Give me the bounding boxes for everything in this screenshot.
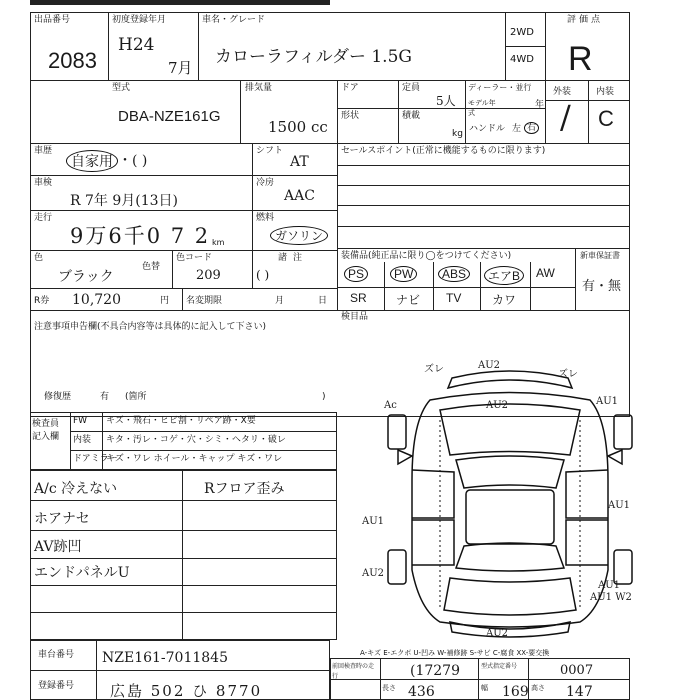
inspection-row-label: FW: [73, 416, 88, 426]
equipment-item: AW: [536, 266, 555, 280]
color-code-label: 色コード: [176, 253, 213, 263]
height-label: 高さ: [531, 684, 545, 692]
equipment-item: エアB: [484, 266, 524, 285]
warranty-label: 新車保証書: [580, 251, 620, 260]
exterior-label: 外装: [553, 87, 572, 97]
recycle-value: 10,720: [72, 292, 121, 308]
color-change-label: 色替: [142, 262, 161, 272]
inspection-row-label: 内装: [73, 435, 92, 445]
repair-label: 修復歴: [44, 392, 72, 402]
damage-mark: AU2: [362, 568, 385, 579]
chassis-label: 車台番号: [38, 650, 75, 660]
type-value: DBA-NZE161G: [118, 108, 221, 125]
lot-label: 出品番号: [34, 15, 71, 25]
damage-mark: AU2: [486, 400, 509, 411]
reg-value: 広島 502 ひ 8770: [110, 682, 263, 700]
type-label: 型式: [112, 83, 131, 93]
length-label: 長さ: [382, 684, 396, 692]
shift-label: シフト: [256, 146, 284, 156]
load-unit: kg: [452, 129, 463, 139]
handwritten-note: ホアナセ: [34, 511, 90, 527]
paren-blank: ( ): [256, 268, 270, 282]
handwritten-note: エンドパネルU: [34, 565, 130, 581]
drive-2wd: 2WD: [510, 27, 534, 38]
interior-value: C: [598, 106, 614, 131]
damage-mark: ズレ: [558, 369, 578, 380]
other-label: 検目品: [341, 312, 369, 322]
equipment-item: PW: [390, 266, 417, 282]
grade-value: R: [568, 40, 593, 78]
ac-label: 冷房: [256, 178, 275, 188]
shift-value: AT: [290, 154, 309, 170]
damage-mark: AU1: [608, 500, 631, 511]
inspector-label-2: 記入欄: [32, 432, 60, 442]
fuel-label: 燃料: [256, 213, 275, 223]
length-value: 436: [408, 684, 435, 700]
load-label: 積載: [402, 111, 421, 121]
damage-mark: ズレ: [424, 364, 444, 375]
remarks-small-label: 諸注: [278, 253, 309, 263]
top-bar: [30, 0, 330, 5]
month-label: 月: [275, 296, 285, 306]
damage-mark: AU1 W2: [590, 592, 632, 603]
interior-label: 内装: [596, 87, 615, 97]
damage-mark: AU2: [478, 360, 501, 371]
color-value: ブラック: [58, 269, 114, 285]
repair-close: ): [322, 392, 326, 402]
first-reg-month: 7月: [168, 59, 193, 77]
equipment-item: カワ: [492, 293, 517, 307]
first-reg-label: 初度登録年月: [112, 15, 167, 25]
damage-legend: A-キズ E-エクボ U-凹み W-補修跡 S-サビ C-腐食 XX-要交換: [360, 649, 550, 657]
grade-label: 評価点: [567, 15, 604, 25]
reg-label: 登録番号: [38, 681, 75, 691]
lot-number: 2083: [48, 48, 97, 73]
inspection-row-items: キズ・飛石・ヒビ割・リペア跡・X要: [106, 416, 256, 426]
mileage-unit: km: [212, 238, 225, 247]
equipment-item: PS: [344, 266, 368, 282]
door-label: ドア: [341, 83, 359, 93]
displacement-value: 1500 cc: [268, 118, 328, 136]
repair-location-label: (箇所: [125, 392, 147, 402]
day-label: 日: [318, 296, 328, 306]
handle-label: ハンドル: [469, 124, 506, 134]
mileage-value: 9万6千0 7 2: [70, 224, 211, 248]
exterior-value: /: [560, 98, 571, 136]
ac-value: AAC: [284, 188, 315, 204]
equipment-item: ナビ: [396, 293, 421, 307]
mileage-label: 走行: [34, 213, 53, 223]
meter-label: 前回検査時の走行: [332, 663, 375, 680]
dealer-label: ディーラー・並行: [468, 83, 532, 92]
yen-label: 円: [160, 296, 170, 306]
inspection-label: 車検: [34, 178, 53, 188]
equipment-label: 装備品(純正品に限り◯をつけてください): [341, 251, 512, 261]
damage-mark: AU2: [486, 628, 509, 639]
inspection-row-label: ドアミラー: [73, 454, 118, 464]
usage-label: 車歴: [34, 146, 53, 156]
model-year-label: モデル年式: [468, 99, 496, 117]
model-label: 車名・グレード: [202, 15, 266, 25]
inspector-label-1: 検査員: [32, 419, 60, 429]
inspection-value: R 7年 9月(13日): [70, 193, 178, 209]
equipment-item: SR: [350, 291, 367, 305]
displacement-label: 排気量: [245, 83, 273, 93]
color-code-value: 209: [196, 268, 221, 283]
capacity-label: 定員: [402, 83, 421, 93]
id-value: 0007: [560, 663, 594, 678]
sales-point-label: セールスポイント(正常に機能するものに限ります): [341, 146, 546, 156]
handwritten-note: A/c 冷えない: [34, 481, 118, 497]
damage-mark: AU1: [362, 516, 385, 527]
recycle-label: R券: [34, 296, 50, 306]
shape-label: 形状: [341, 111, 360, 121]
color-label: 色: [34, 253, 44, 263]
chassis-value: NZE161-7011845: [102, 650, 228, 666]
damage-mark: AU1: [596, 396, 619, 407]
handle-left: 左: [512, 124, 522, 134]
damage-mark: Ac: [384, 400, 397, 411]
inspection-row-items: キズ・ワレ ホイール・キャップ キズ・ワレ: [106, 454, 283, 464]
handwritten-note-right: Rフロア歪み: [204, 481, 285, 497]
handle-right: 右: [524, 122, 539, 134]
warranty-value: 有・無: [582, 279, 622, 294]
name-change-label: 名変期限: [186, 296, 223, 306]
damage-mark: AU1: [598, 580, 621, 591]
height-value: 147: [566, 684, 593, 700]
usage-paren: ・( ): [118, 153, 148, 169]
model-value: カローラフィルダー 1.5G: [215, 47, 412, 67]
equipment-item: TV: [446, 291, 462, 305]
drive-4wd: 4WD: [510, 54, 534, 65]
notes-label: 注意事項申告欄(不具合内容等は具体的に記入して下さい): [34, 322, 267, 332]
inspection-row-items: キタ・汚レ・コゲ・穴・シミ・ヘタリ・破レ: [106, 435, 286, 445]
meter-value: (17279: [410, 663, 460, 679]
year-unit: 年: [535, 100, 545, 110]
id-label: 型式指定番号: [481, 663, 518, 670]
outer-frame: [30, 12, 630, 417]
repair-value: 有: [100, 392, 110, 402]
first-reg-year: H24: [118, 35, 155, 55]
fuel-value: ガソリン: [270, 226, 328, 245]
handwritten-note: AV跡凹: [34, 539, 82, 555]
width-label: 幅: [481, 684, 488, 692]
capacity-value: 5人: [436, 94, 456, 108]
usage-value: 自家用: [66, 150, 118, 172]
width-value: 169: [502, 684, 529, 700]
equipment-item: ABS: [438, 266, 470, 282]
